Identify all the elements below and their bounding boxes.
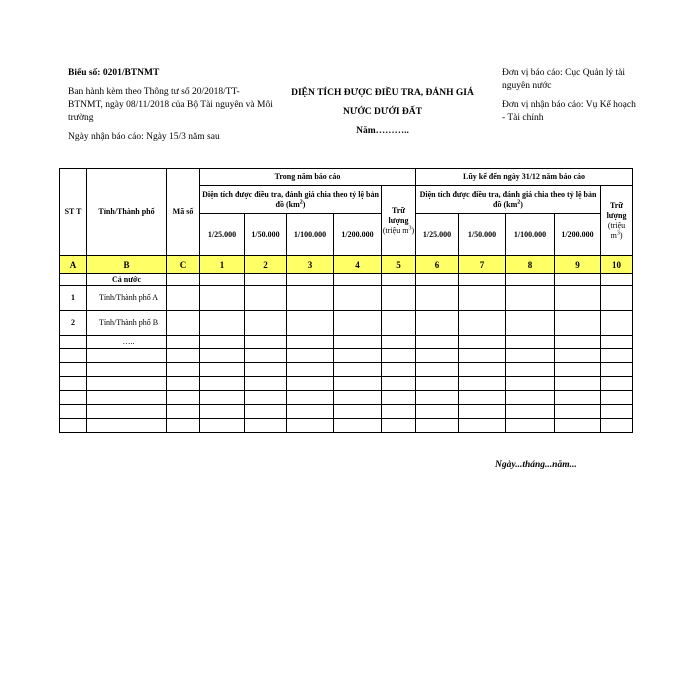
row-cell xyxy=(382,336,416,349)
row-cell xyxy=(167,363,200,377)
row-cell xyxy=(200,363,245,377)
table-row xyxy=(60,391,633,405)
row-cell xyxy=(555,311,601,336)
row-cell xyxy=(416,419,459,433)
receiving-unit-text: Đơn vị nhận báo cáo: Vụ Kế hoạch - Tài chính xyxy=(502,100,636,123)
row-cell xyxy=(382,377,416,391)
row-cell xyxy=(555,363,601,377)
row-cell xyxy=(459,311,506,336)
row-cell xyxy=(167,391,200,405)
header-area-in-year: Diện tích được điều tra, đánh giá chia theo tỷ lệ bản đồ $(km^2)$ xyxy=(200,186,382,214)
row-cell xyxy=(601,419,633,433)
scale-25000: 1/25.000 xyxy=(416,214,459,256)
row-cell xyxy=(506,349,555,363)
row-cell xyxy=(459,405,506,419)
row-stt xyxy=(60,363,87,377)
row-cell xyxy=(287,405,334,419)
row-cell xyxy=(167,336,200,349)
row-cell xyxy=(167,274,200,286)
row-cell xyxy=(416,274,459,286)
row-cell xyxy=(382,391,416,405)
title-line-1: DIỆN TÍCH ĐƯỢC ĐIỀU TRA, ĐÁNH GIÁ xyxy=(291,88,474,98)
row-province xyxy=(87,349,167,363)
row-cell xyxy=(200,274,245,286)
issued-with-text: Ban hành kèm theo Thông tư số 20/2018/TT-BTNMT, ngày 08/11/2018 của Bộ Tài nguyên và Môi trường xyxy=(68,87,273,123)
row-province xyxy=(87,377,167,391)
row-cell xyxy=(555,336,601,349)
row-cell xyxy=(459,286,506,311)
row-province xyxy=(87,391,167,405)
row-cell xyxy=(506,311,555,336)
row-cell xyxy=(200,349,245,363)
row-cell xyxy=(245,286,287,311)
row-cell xyxy=(416,286,459,311)
row-province: ….. xyxy=(87,336,167,349)
row-cell xyxy=(506,286,555,311)
row-stt xyxy=(60,336,87,349)
row-cell xyxy=(287,286,334,311)
index-cell: 4 xyxy=(334,256,382,274)
row-cell xyxy=(200,336,245,349)
row-cell xyxy=(245,311,287,336)
row-cell xyxy=(245,377,287,391)
row-cell xyxy=(382,405,416,419)
row-cell xyxy=(334,391,382,405)
index-row xyxy=(60,256,633,274)
table-row xyxy=(60,363,633,377)
row-cell xyxy=(200,391,245,405)
row-cell xyxy=(382,274,416,286)
row-province: Cả nước xyxy=(87,274,167,286)
row-cell xyxy=(334,311,382,336)
row-cell xyxy=(245,349,287,363)
row-cell xyxy=(245,336,287,349)
header-reserve-cumulative: Trữ lượng (triệu $m^3$) xyxy=(601,186,633,256)
row-cell xyxy=(459,377,506,391)
index-cell: 10 xyxy=(601,256,633,274)
table-row xyxy=(60,286,633,311)
row-cell xyxy=(382,286,416,311)
row-cell xyxy=(167,405,200,419)
table-row xyxy=(60,419,633,433)
row-cell xyxy=(601,274,633,286)
row-cell xyxy=(555,274,601,286)
index-cell: 1 xyxy=(200,256,245,274)
row-cell xyxy=(334,405,382,419)
report-title xyxy=(270,84,495,141)
header-province: Tỉnh/Thành phố xyxy=(87,169,167,256)
table-row xyxy=(60,349,633,363)
left-header xyxy=(68,67,273,144)
title-line-2: NƯỚC DƯỚI ĐẤT xyxy=(343,107,422,117)
row-cell xyxy=(287,274,334,286)
row-cell xyxy=(167,419,200,433)
row-cell xyxy=(167,286,200,311)
header-code: Mã số xyxy=(167,169,200,256)
form-number: Biểu số: 0201/BTNMT xyxy=(68,68,160,78)
row-cell xyxy=(245,363,287,377)
header-in-year: Trong năm báo cáo xyxy=(200,169,416,186)
row-cell xyxy=(459,349,506,363)
row-province xyxy=(87,405,167,419)
index-cell: 8 xyxy=(506,256,555,274)
scale-100000: 1/100.000 xyxy=(506,214,555,256)
row-cell xyxy=(334,336,382,349)
index-cell: 7 xyxy=(459,256,506,274)
row-cell xyxy=(334,377,382,391)
row-stt: 1 xyxy=(60,286,87,311)
header-stt: ST T xyxy=(60,169,87,256)
index-cell: C xyxy=(167,256,200,274)
row-province xyxy=(87,363,167,377)
row-cell xyxy=(601,311,633,336)
row-cell xyxy=(334,286,382,311)
row-stt xyxy=(60,419,87,433)
row-province: Tỉnh/Thành phố A xyxy=(87,286,167,311)
row-cell xyxy=(287,311,334,336)
row-cell xyxy=(416,363,459,377)
row-cell xyxy=(245,274,287,286)
row-cell xyxy=(506,419,555,433)
row-cell xyxy=(506,391,555,405)
row-cell xyxy=(287,349,334,363)
row-province xyxy=(87,419,167,433)
index-cell: 5 xyxy=(382,256,416,274)
row-cell xyxy=(200,419,245,433)
row-cell xyxy=(200,286,245,311)
index-cell: B xyxy=(87,256,167,274)
row-cell xyxy=(416,405,459,419)
row-stt xyxy=(60,391,87,405)
table-row xyxy=(60,405,633,419)
row-cell xyxy=(555,405,601,419)
row-stt xyxy=(60,405,87,419)
row-cell xyxy=(555,377,601,391)
row-cell xyxy=(416,311,459,336)
row-cell xyxy=(334,363,382,377)
scale-200000: 1/200.000 xyxy=(555,214,601,256)
row-province: Tỉnh/Thành phố B xyxy=(87,311,167,336)
row-cell xyxy=(601,405,633,419)
row-cell xyxy=(245,419,287,433)
row-cell xyxy=(459,363,506,377)
row-cell xyxy=(555,419,601,433)
index-cell: 3 xyxy=(287,256,334,274)
row-cell xyxy=(555,286,601,311)
row-cell xyxy=(555,349,601,363)
row-cell xyxy=(601,377,633,391)
row-cell xyxy=(416,349,459,363)
row-cell xyxy=(506,336,555,349)
row-cell xyxy=(459,391,506,405)
row-cell xyxy=(245,405,287,419)
row-cell xyxy=(287,419,334,433)
table-body xyxy=(60,274,633,433)
row-cell xyxy=(245,391,287,405)
row-cell xyxy=(601,286,633,311)
row-cell xyxy=(506,274,555,286)
reporting-unit-text: Đơn vị báo cáo: Cục Quản lý tài nguyên nước xyxy=(502,68,625,91)
table-row xyxy=(60,336,633,349)
row-stt xyxy=(60,377,87,391)
scale-200000: 1/200.000 xyxy=(334,214,382,256)
index-cell: 6 xyxy=(416,256,459,274)
row-stt: 2 xyxy=(60,311,87,336)
scale-25000: 1/25.000 xyxy=(200,214,245,256)
row-cell xyxy=(287,377,334,391)
scale-50000: 1/50.000 xyxy=(245,214,287,256)
row-cell xyxy=(167,349,200,363)
row-cell xyxy=(459,336,506,349)
row-cell xyxy=(506,377,555,391)
row-cell xyxy=(555,391,601,405)
header-area-cumulative: Diện tích được điều tra, đánh giá chia theo tỷ lệ bản đồ $(km^2)$ xyxy=(416,186,601,214)
right-header xyxy=(502,67,637,125)
title-year: Năm……….. xyxy=(356,126,409,136)
row-cell xyxy=(334,349,382,363)
row-cell xyxy=(334,274,382,286)
receipt-date-text: Ngày nhận báo cáo: Ngày 15/3 năm sau xyxy=(68,132,220,142)
row-cell xyxy=(506,363,555,377)
header-reserve-in-year: Trữ lượng (triệu $m^3$) xyxy=(382,186,416,256)
row-cell xyxy=(506,405,555,419)
row-cell xyxy=(601,391,633,405)
row-cell xyxy=(200,405,245,419)
index-cell: 9 xyxy=(555,256,601,274)
row-cell xyxy=(601,336,633,349)
row-cell xyxy=(416,336,459,349)
row-cell xyxy=(382,363,416,377)
row-cell xyxy=(287,336,334,349)
index-cell: A xyxy=(60,256,87,274)
row-cell xyxy=(382,419,416,433)
scale-100000: 1/100.000 xyxy=(287,214,334,256)
row-cell xyxy=(601,363,633,377)
row-cell xyxy=(287,363,334,377)
row-cell xyxy=(382,349,416,363)
row-cell xyxy=(334,419,382,433)
table-row xyxy=(60,377,633,391)
row-cell xyxy=(416,377,459,391)
table-row xyxy=(60,274,633,286)
row-cell xyxy=(287,391,334,405)
data-table xyxy=(59,168,633,433)
footer-date: Ngày...tháng...năm... xyxy=(495,460,577,470)
row-cell xyxy=(416,391,459,405)
row-cell xyxy=(200,377,245,391)
row-cell xyxy=(167,311,200,336)
row-cell xyxy=(382,311,416,336)
row-cell xyxy=(167,377,200,391)
row-cell xyxy=(459,274,506,286)
index-cell: 2 xyxy=(245,256,287,274)
row-stt xyxy=(60,349,87,363)
row-cell xyxy=(459,419,506,433)
table-row xyxy=(60,311,633,336)
row-cell xyxy=(200,311,245,336)
scale-50000: 1/50.000 xyxy=(459,214,506,256)
row-cell xyxy=(601,349,633,363)
header-cumulative: Lũy kế đến ngày 31/12 năm báo cáo xyxy=(416,169,633,186)
row-stt xyxy=(60,274,87,286)
